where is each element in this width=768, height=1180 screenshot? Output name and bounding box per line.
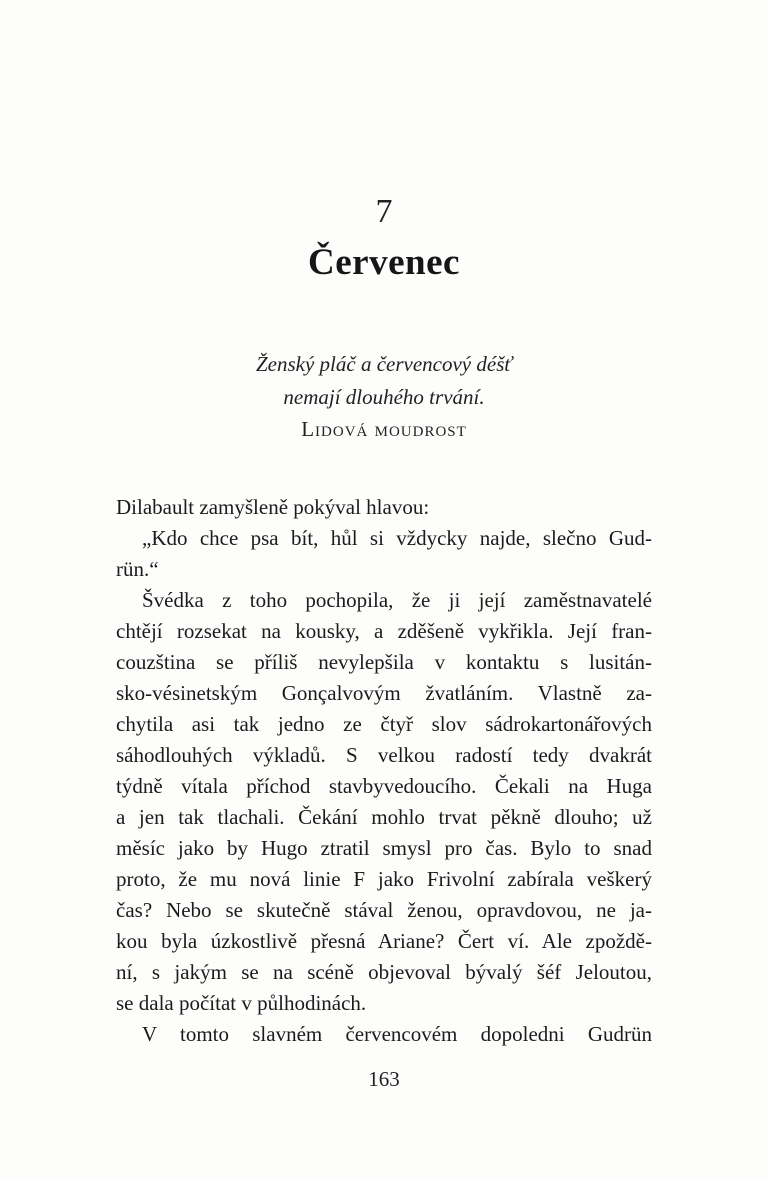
page-number: 163 — [368, 1067, 400, 1091]
text-line: proto, že mu nová linie F jako Frivolní zabírala veškerý — [116, 867, 652, 891]
text-line: kou byla úzkostlivě přesná Ariane? Čert ví. Ale zpoždě- — [116, 929, 652, 953]
text-line: Švédka z toho pochopila, že ji její zaměstnavatelé — [142, 588, 652, 612]
text-line: couzština se příliš nevylepšila v kontaktu s lusitán- — [116, 650, 652, 674]
text-line: „Kdo chce psa bít, hůl si vždycky najde, slečno Gud- — [142, 526, 652, 550]
text-line: měsíc jako by Hugo ztratil smysl pro čas. Bylo to snad — [116, 836, 652, 860]
epigraph-line-2: nemají dlouhého trvání. — [283, 385, 485, 409]
chapter-title: Červenec — [308, 242, 460, 283]
text-line: sko-vésinetským Gonçalvovým žvatláním. Vlastně za- — [116, 681, 652, 705]
text-line: čas? Nebo se skutečně stával ženou, opravdovou, ne ja- — [116, 898, 652, 922]
text-line: se dala počítat v půlhodinách. — [116, 991, 367, 1015]
text-line: V tomto slavném červencovém dopoledni Gudrün — [142, 1022, 652, 1046]
text-line: chtějí rozsekat na kousky, a zděšeně vykřikla. Její fran- — [116, 619, 652, 643]
text-line: chytila asi tak jedno ze čtyř slov sádrokartonářových — [116, 712, 652, 736]
text-line: a jen tak tlachali. Čekání mohlo trvat pěkně dlouho; už — [116, 805, 652, 829]
text-line: Dilabault zamyšleně pokýval hlavou: — [116, 495, 430, 519]
epigraph-line-1: Ženský pláč a červencový déšť — [255, 352, 513, 376]
epigraph — [0, 348, 768, 445]
text-line: týdně vítala příchod stavbyvedoucího. Čekali na Huga — [116, 774, 652, 798]
body-text — [116, 492, 652, 1050]
text-line: sáhodlouhých výkladů. S velkou radostí tedy dvakrát — [116, 743, 652, 767]
text-line: ní, s jakým se na scéně objevoval bývalý šéf Jeloutou, — [116, 960, 652, 984]
epigraph-attribution: Lidová moudrost — [301, 417, 467, 441]
text-line: rün.“ — [116, 557, 159, 581]
chapter-number: 7 — [375, 193, 393, 230]
